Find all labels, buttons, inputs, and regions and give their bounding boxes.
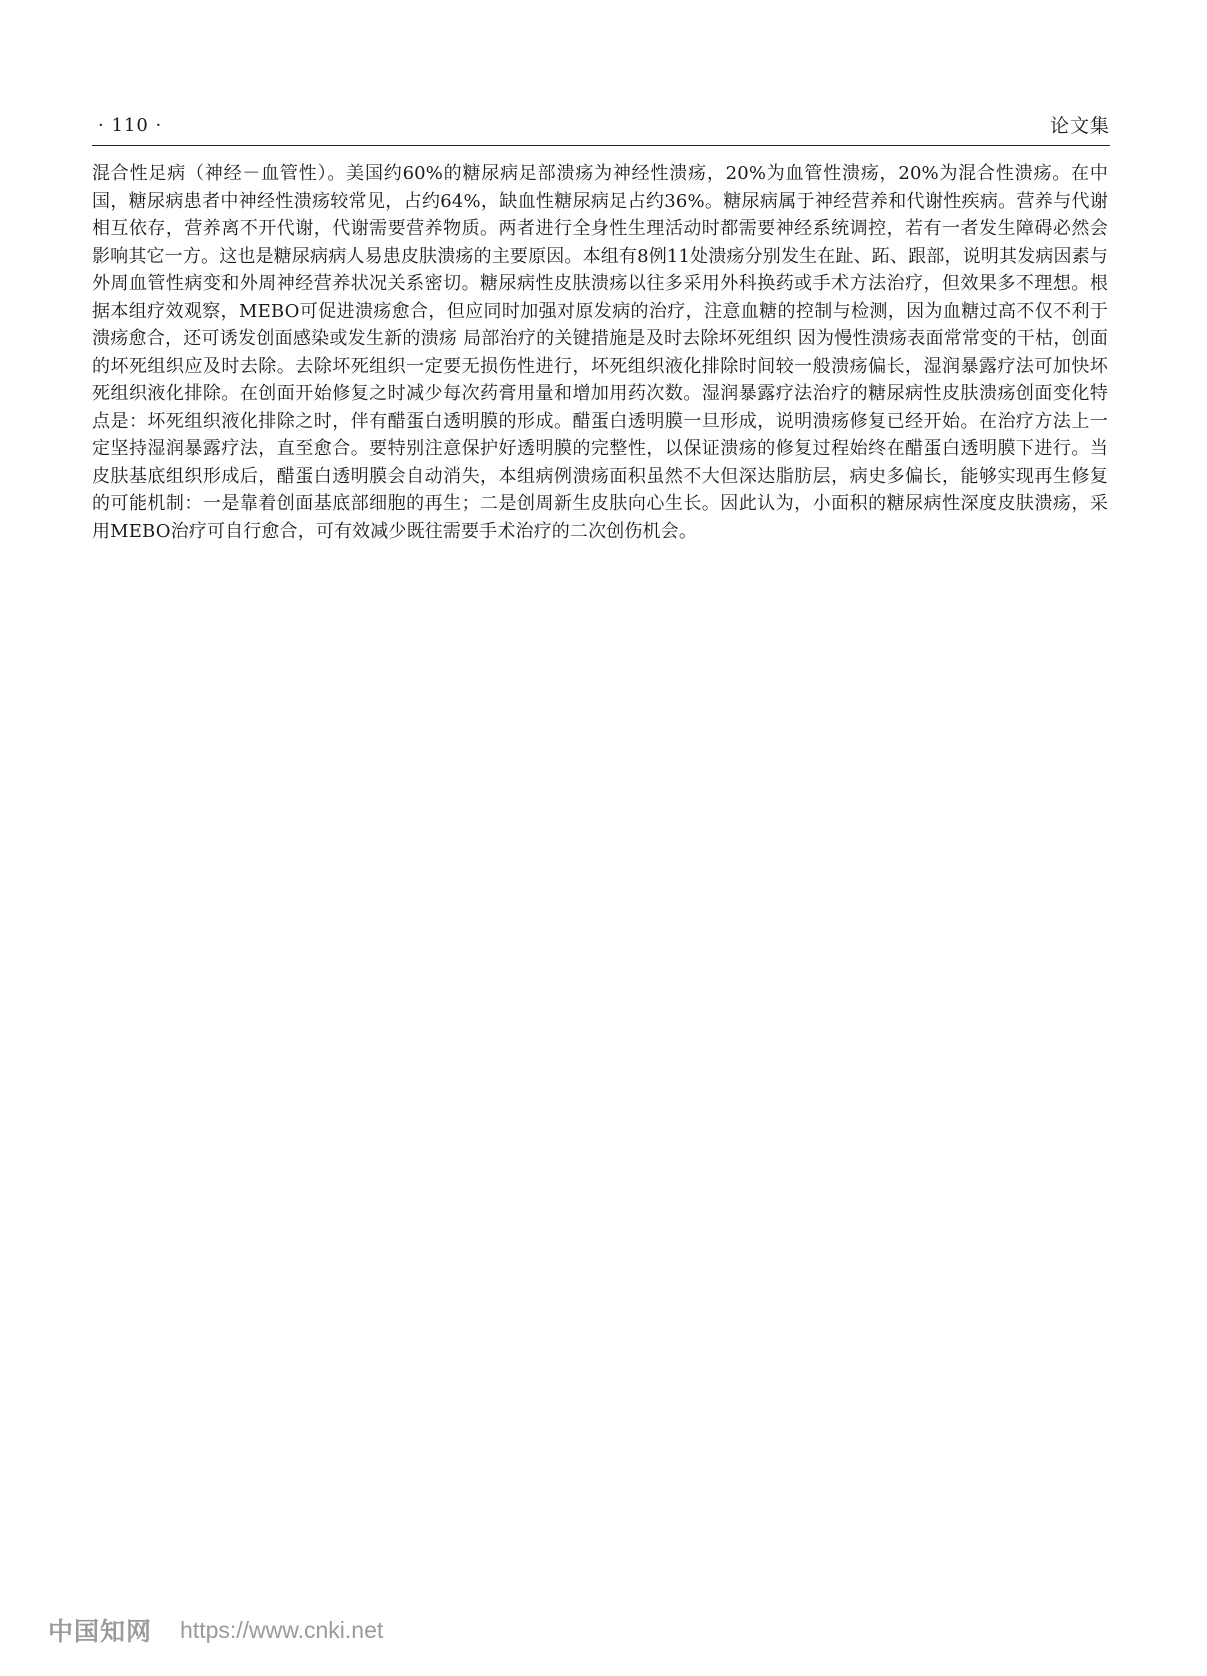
header-rule [92, 145, 1110, 146]
footer-watermark [48, 1610, 383, 1650]
cnki-logo-text: 中国知网 [48, 1617, 153, 1646]
cnki-url[interactable]: https://www.cnki.net [180, 1616, 384, 1643]
page-number: · 110 · [98, 115, 163, 136]
page-header [92, 112, 1110, 144]
body-paragraph: 混合性足病（神经－血管性）。美国约60%的糖尿病足部溃疡为神经性溃疡，20%为血管性溃疡，20%为混合性溃疡。在中国，糖尿病患者中神经性溃疡较常见，占约64%，缺血性糖尿病足占约36%。糖尿病属于神经营养和代谢性疾病。营养与代谢相互依存，营养离不开代谢，代谢需要营养物质。两者进行全身性生理活动时都需要神经系统调控，若有一者发生障碍必然会影响其它一方。这也是糖尿病病人易患皮肤溃疡的主要原因。本组有8例11处溃疡分别发生在趾、跖、跟部，说明其发病因素与外周血管性病变和外周神经营养状况关系密切。糖尿病性皮肤溃疡以往多采用外科换药或手术方法治疗，但效果多不理想。根据本组疗效观察，MEBO可促进溃疡愈合，但应同时加强对原发病的治疗，注意血糖的控制与检测，因为血糖过高不仅不利于溃疡愈合，还可诱发创面感染或发生新的溃疡 局部治疗的关键措施是及时去除坏死组织 因为慢性溃疡表面常常变的干枯，创面的坏死组织应及时去除。去除坏死组织一定要无损伤性进行，坏死组织液化排除时间较一般溃疡偏长，湿润暴露疗法可加快坏死组织液化排除。在创面开始修复之时减少每次药膏用量和增加用药次数。湿润暴露疗法治疗的糖尿病性皮肤溃疡创面变化特点是：坏死组织液化排除之时，伴有醋蛋白透明膜的形成。醋蛋白透明膜一旦形成，说明溃疡修复已经开始。在治疗方法上一定坚持湿润暴露疗法，直至愈合。要特别注意保护好透明膜的完整性，以保证溃疡的修复过程始终在醋蛋白透明膜下进行。当皮肤基底组织形成后，醋蛋白透明膜会自动消失，本组病例溃疡面积虽然不大但深达脂肪层，病史多偏长，能够实现再生修复的可能机制：一是靠着创面基底部细胞的再生；二是创周新生皮肤向心生长。因此认为，小面积的糖尿病性深度皮肤溃疡，采用MEBO治疗可自行愈合，可有效减少既往需要手术治疗的二次创伤机会。 [92, 163, 1108, 542]
running-title: 论文集 [1049, 115, 1110, 137]
